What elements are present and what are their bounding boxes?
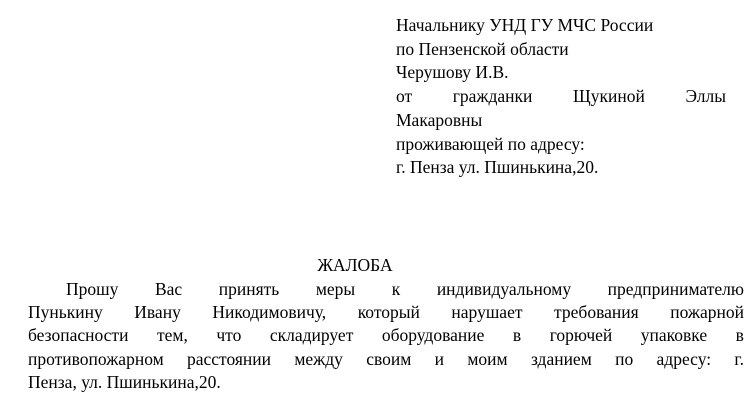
sender-word: Эллы <box>685 86 726 107</box>
body-word: расстоянии <box>187 348 272 369</box>
addressee-name: Черушову И.В. <box>396 62 509 83</box>
body-word: требования <box>554 302 639 323</box>
body-word: Ивану <box>134 302 181 323</box>
sender-line <box>396 85 726 109</box>
body-word: Вас <box>154 279 183 299</box>
body-word: Никодимовичу, <box>212 302 327 323</box>
body-word: нарушает <box>451 302 523 323</box>
body-line: Пенза, ул. Пшинькина,20. <box>28 371 221 392</box>
body-word: г. <box>734 348 744 369</box>
body-word: в <box>512 325 522 346</box>
body-word: по <box>615 348 634 369</box>
body-line <box>28 348 744 371</box>
addressee-position: Начальнику УНД ГУ МЧС России <box>396 15 654 35</box>
body-word: зданием <box>530 348 592 369</box>
body-word: Пунькину <box>28 302 103 323</box>
body-line <box>28 324 744 347</box>
addressee-block <box>396 14 736 180</box>
sender-word: Щукиной <box>572 86 645 107</box>
body-word: индивидуальному <box>436 279 572 299</box>
body-word: складирует <box>269 325 354 346</box>
sender-word: гражданки <box>452 86 533 107</box>
sender-word: от <box>396 86 413 107</box>
body-word: противопожарном <box>28 348 164 369</box>
sender-patronymic: Макаровны <box>396 109 483 130</box>
body-word: моим <box>467 348 508 369</box>
body-line <box>28 301 744 324</box>
body-word: и <box>434 348 445 369</box>
complaint-body <box>28 278 744 394</box>
body-word: своим <box>366 348 412 369</box>
body-word: в <box>735 325 744 346</box>
body-word: горючей <box>549 325 613 346</box>
document-title: ЖАЛОБА <box>317 255 393 275</box>
body-word: между <box>294 348 343 369</box>
body-word: принять <box>218 279 280 299</box>
body-word: Прошу <box>66 279 119 299</box>
body-word: пожарной <box>670 302 744 323</box>
body-word: оборудование <box>381 325 485 346</box>
body-word: тем, <box>156 325 188 346</box>
body-word: меры <box>315 279 356 299</box>
body-word: адресу: <box>656 348 712 369</box>
addressee-region: по Пензенской области <box>396 38 569 59</box>
body-word: к <box>391 279 401 299</box>
body-word: что <box>216 325 242 346</box>
body-word: который <box>357 302 420 323</box>
body-word: упаковке <box>640 325 708 346</box>
body-line <box>28 278 744 301</box>
body-word: предпринимателю <box>607 279 744 299</box>
body-word: безопасности <box>28 325 129 346</box>
sender-address-label: проживающей по адресу: <box>396 133 585 154</box>
sender-address: г. Пенза ул. Пшинькина,20. <box>396 157 599 178</box>
